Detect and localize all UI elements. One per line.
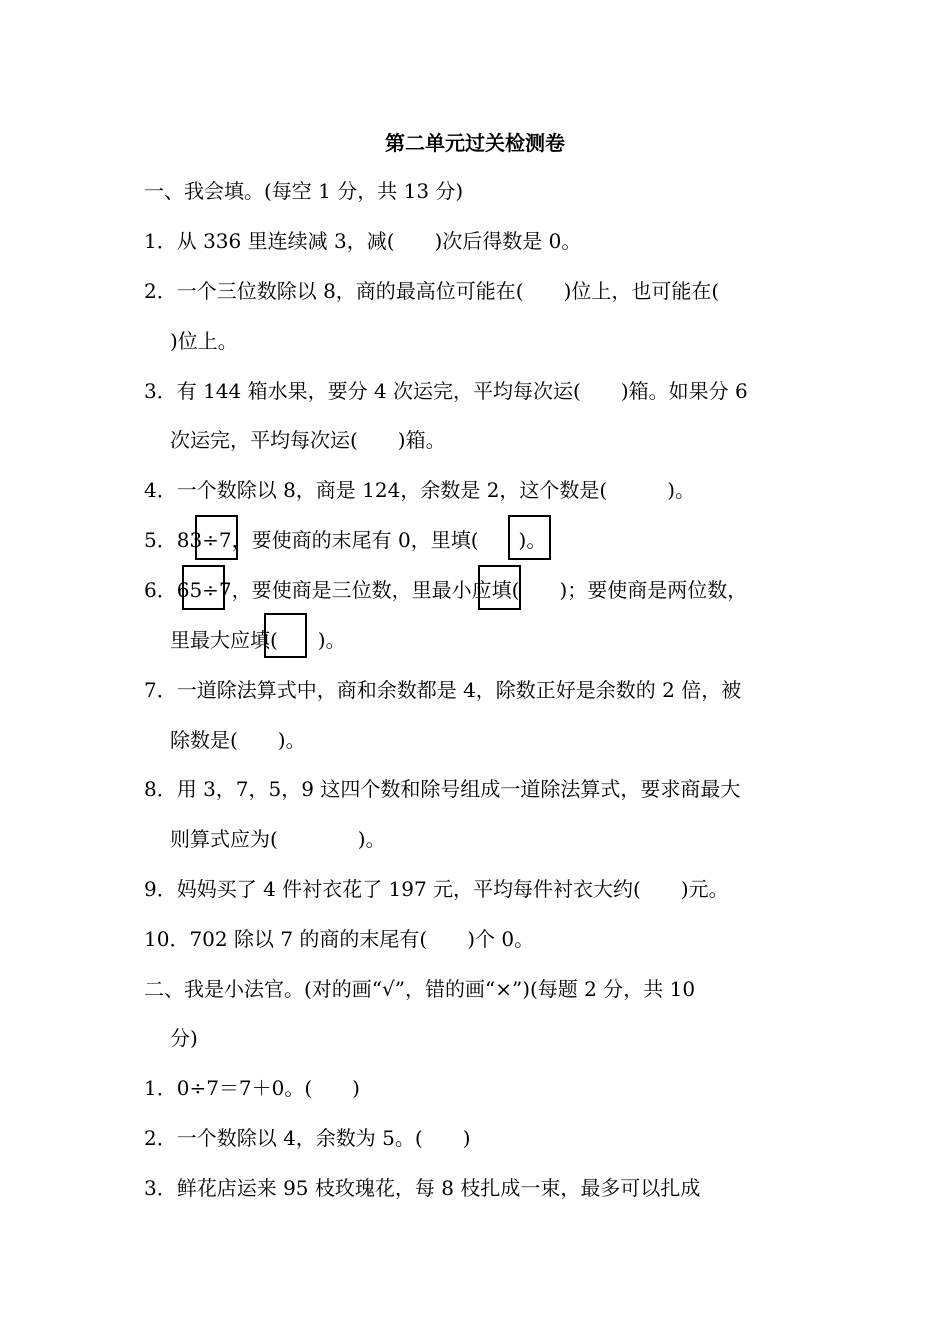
answer-box-q5-blank xyxy=(508,515,551,560)
question-1-5: 5．83÷7，要使商的末尾有 0，里填( )。 xyxy=(144,528,547,552)
question-1-2-line2: )位上。 xyxy=(170,329,238,353)
question-1-3-line2: 次运完，平均每次运( )箱。 xyxy=(170,428,446,452)
answer-box-q5-digit xyxy=(195,515,238,560)
question-1-10: 10．702 除以 7 的商的末尾有( )个 0。 xyxy=(144,927,535,951)
question-1-9: 9．妈妈买了 4 件衬衣花了 197 元，平均每件衬衣大约( )元。 xyxy=(144,877,729,901)
section1-heading: 一、我会填。(每空 1 分，共 13 分) xyxy=(144,179,464,203)
question-2-2: 2．一个数除以 4，余数为 5。( ) xyxy=(144,1126,471,1150)
answer-box-q6-digit xyxy=(182,565,225,610)
question-1-6-line1: 6．65÷7，要使商是三位数，里最小应填( )；要使商是两位数， xyxy=(144,578,748,602)
question-1-7-line1: 7．一道除法算式中，商和余数都是 4，除数正好是余数的 2 倍，被 xyxy=(144,678,742,702)
section2-heading-line1: 二、我是小法官。(对的画“√”，错的画“×”)(每题 2 分，共 10 xyxy=(144,977,696,1001)
question-1-8-line2: 则算式应为( )。 xyxy=(170,827,386,851)
question-2-3: 3．鲜花店运来 95 枝玫瑰花，每 8 枝扎成一束，最多可以扎成 xyxy=(144,1176,701,1200)
question-1-2-line1: 2．一个三位数除以 8，商的最高位可能在( )位上，也可能在( xyxy=(144,279,720,303)
answer-box-q6-min xyxy=(478,565,521,610)
page-title: 第二单元过关检测卷 xyxy=(385,131,565,155)
question-1-4: 4．一个数除以 8，商是 124，余数是 2，这个数是( )。 xyxy=(144,478,696,502)
question-1-6-line2: 里最大应填( )。 xyxy=(170,628,346,652)
section2-heading-line2: 分) xyxy=(170,1026,198,1050)
answer-box-q6-max xyxy=(264,613,307,658)
question-1-8-line1: 8．用 3，7，5，9 这四个数和除号组成一道除法算式，要求商最大 xyxy=(144,777,741,801)
question-2-1: 1．0÷7＝7＋0。( ) xyxy=(144,1076,360,1100)
question-1-3-line1: 3．有 144 箱水果，要分 4 次运完，平均每次运( )箱。如果分 6 xyxy=(144,379,748,403)
question-1-1: 1．从 336 里连续减 3，减( )次后得数是 0。 xyxy=(144,229,582,253)
question-1-7-line2: 除数是( )。 xyxy=(170,728,306,752)
